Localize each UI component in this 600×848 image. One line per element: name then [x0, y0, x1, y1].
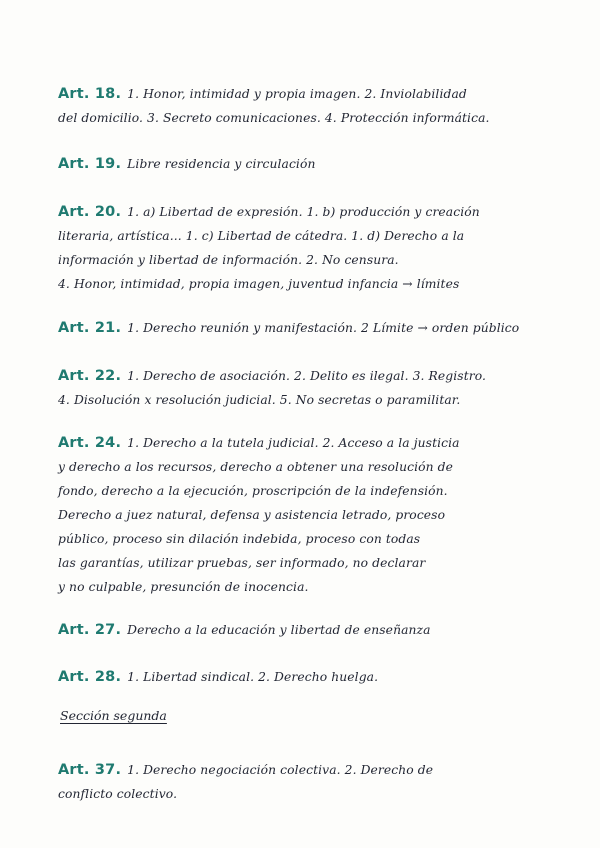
article-line — [58, 575, 550, 599]
article-text: Libre residencia y circulación — [127, 157, 316, 171]
article-line — [58, 527, 550, 551]
article-18 — [58, 82, 550, 130]
article-line — [58, 431, 550, 455]
article-label: Art. 21. — [58, 320, 122, 336]
article-text: 1. Honor, intimidad y propia imagen. 2. Inviolabilidad — [127, 87, 467, 101]
article-line — [58, 224, 550, 248]
article-line — [58, 272, 550, 296]
article-line — [58, 82, 550, 106]
article-label: Art. 22. — [58, 368, 122, 384]
article-line — [58, 618, 550, 642]
article-label: Art. 19. — [58, 156, 122, 172]
article-label: Art. 20. — [58, 204, 122, 220]
article-line — [58, 551, 550, 575]
article-line — [58, 388, 550, 412]
article-line — [58, 665, 550, 689]
article-text: 1. Derecho negociación colectiva. 2. Derecho de — [127, 763, 434, 777]
article-24 — [58, 431, 550, 599]
article-label: Art. 18. — [58, 86, 122, 102]
article-text: 4. Disolución x resolución judicial. 5. No secretas o paramilitar. — [58, 393, 461, 407]
article-line — [58, 316, 550, 340]
article-line — [58, 248, 550, 272]
article-text: información y libertad de información. 2. No censura. — [58, 253, 399, 267]
section-heading: Sección segunda — [60, 708, 167, 723]
article-label: Art. 37. — [58, 762, 122, 778]
article-37 — [58, 758, 550, 806]
article-20 — [58, 200, 550, 296]
article-line — [58, 106, 550, 130]
article-27 — [58, 618, 550, 642]
article-text: 1. Derecho reunión y manifestación. 2 Límite → orden público — [127, 321, 520, 335]
article-line — [58, 782, 550, 806]
article-28 — [58, 665, 550, 689]
article-label: Art. 27. — [58, 622, 122, 638]
article-line — [58, 152, 550, 176]
article-22 — [58, 364, 550, 412]
article-line — [58, 758, 550, 782]
article-text: Derecho a la educación y libertad de enseñanza — [127, 623, 431, 637]
article-text: del domicilio. 3. Secreto comunicaciones. 4. Protección informática. — [58, 111, 490, 125]
article-text: 1. Libertad sindical. 2. Derecho huelga. — [127, 670, 379, 684]
article-line — [58, 503, 550, 527]
article-text: literaria, artística... 1. c) Libertad de cátedra. 1. d) Derecho a la — [58, 229, 465, 243]
article-line — [58, 479, 550, 503]
article-text: conflicto colectivo. — [58, 787, 178, 801]
article-text: 4. Honor, intimidad, propia imagen, juventud infancia → límites — [58, 277, 460, 291]
article-text: las garantías, utilizar pruebas, ser informado, no declarar — [58, 556, 426, 570]
article-text: y derecho a los recursos, derecho a obtener una resolución de — [58, 460, 454, 474]
article-21 — [58, 316, 550, 340]
article-text: y no culpable, presunción de inocencia. — [58, 580, 309, 594]
article-text: fondo, derecho a la ejecución, proscripción de la indefensión. — [58, 484, 448, 498]
article-line — [58, 364, 550, 388]
article-text: 1. a) Libertad de expresión. 1. b) producción y creación — [127, 205, 480, 219]
article-label: Art. 24. — [58, 435, 122, 451]
article-text: 1. Derecho a la tutela judicial. 2. Acceso a la justicia — [127, 436, 460, 450]
article-19 — [58, 152, 550, 176]
article-text: 1. Derecho de asociación. 2. Delito es ilegal. 3. Registro. — [127, 369, 487, 383]
article-text: público, proceso sin dilación indebida, proceso con todas — [58, 532, 421, 546]
article-line — [58, 200, 550, 224]
article-line — [58, 455, 550, 479]
article-label: Art. 28. — [58, 669, 122, 685]
article-text: Derecho a juez natural, defensa y asistencia letrado, proceso — [58, 508, 446, 522]
